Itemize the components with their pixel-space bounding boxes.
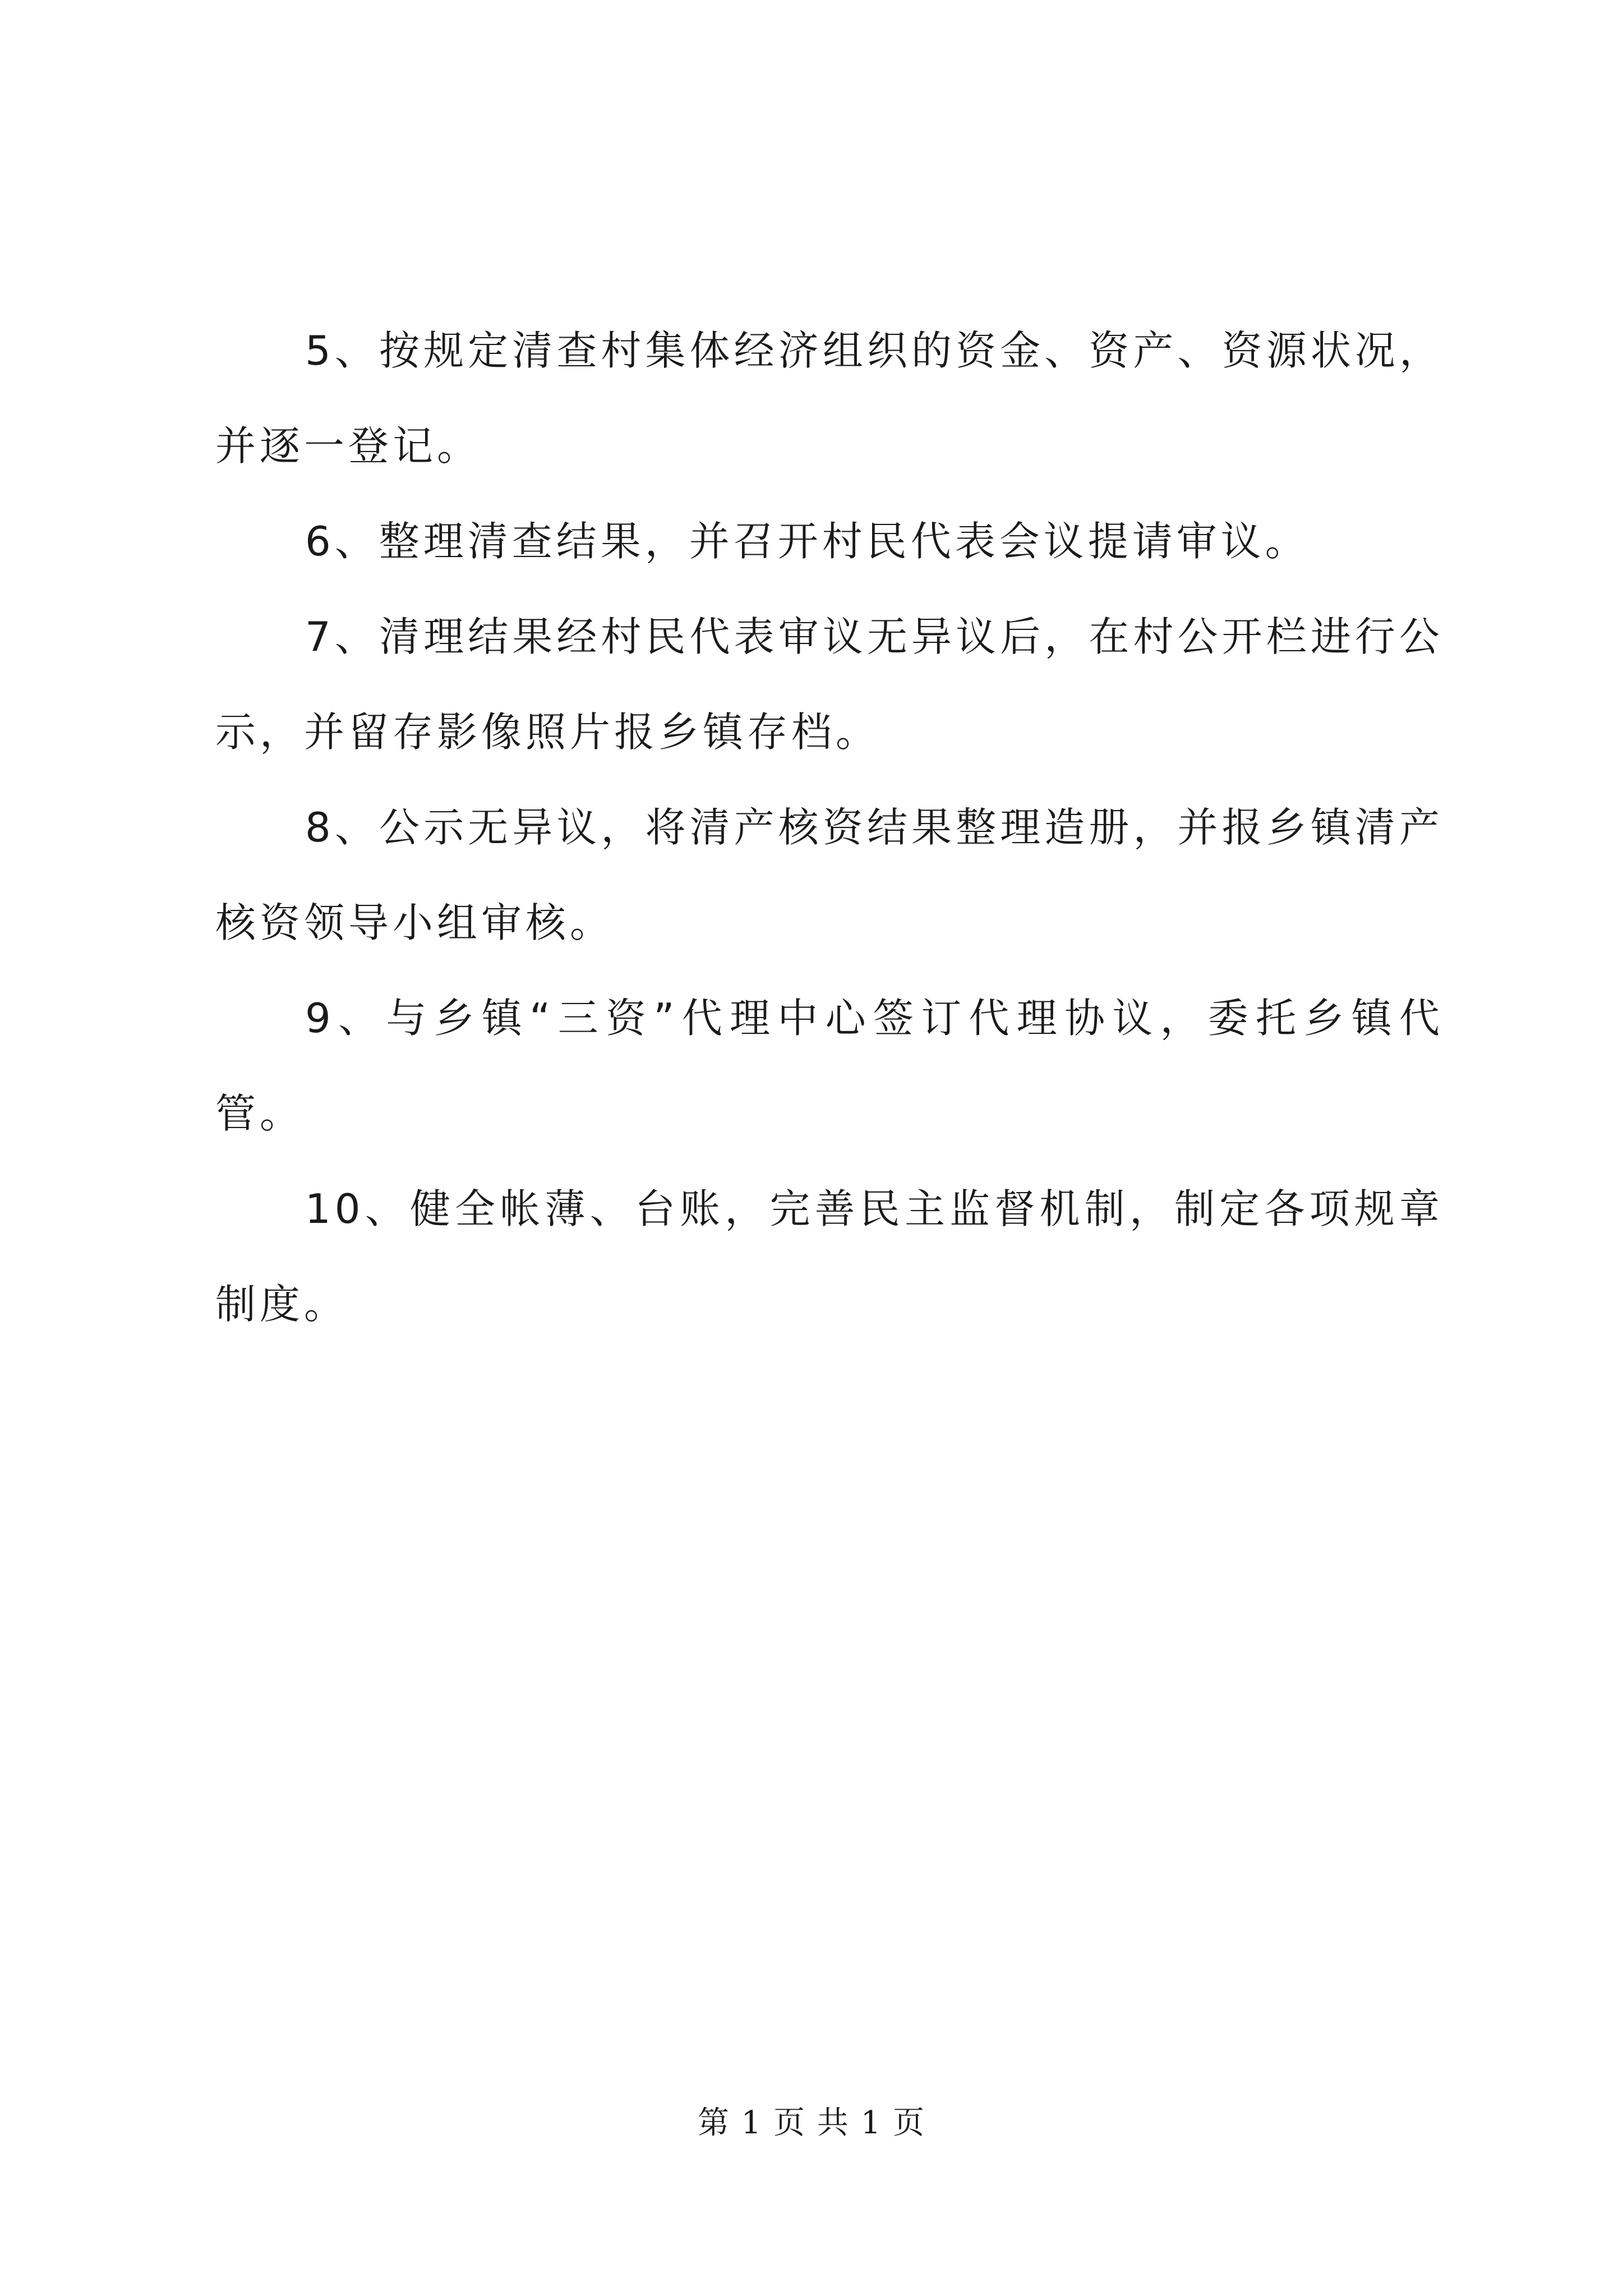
page-number-footer: 第 1 页 共 1 页 bbox=[697, 2105, 926, 2141]
document-body bbox=[215, 303, 1444, 1352]
paragraph-step-6: 6、整理清查结果，并召开村民代表会议提请审议。 bbox=[305, 518, 1310, 565]
paragraph-step-5: 5、按规定清查村集体经济组织的资金、资产、资源状况，并逐一登记。 bbox=[215, 327, 1444, 470]
paragraph-step-9: 9、与乡镇“三资”代理中心签订代理协议，委托乡镇代管。 bbox=[215, 995, 1444, 1137]
paragraph-step-7: 7、清理结果经村民代表审议无异议后，在村公开栏进行公示，并留存影像照片报乡镇存档。 bbox=[215, 613, 1444, 756]
paragraph-step-8: 8、公示无异议，将清产核资结果整理造册，并报乡镇清产核资领导小组审核。 bbox=[215, 804, 1444, 946]
paragraph-step-10: 10、健全帐薄、台账，完善民主监督机制，制定各项规章制度。 bbox=[215, 1185, 1444, 1328]
